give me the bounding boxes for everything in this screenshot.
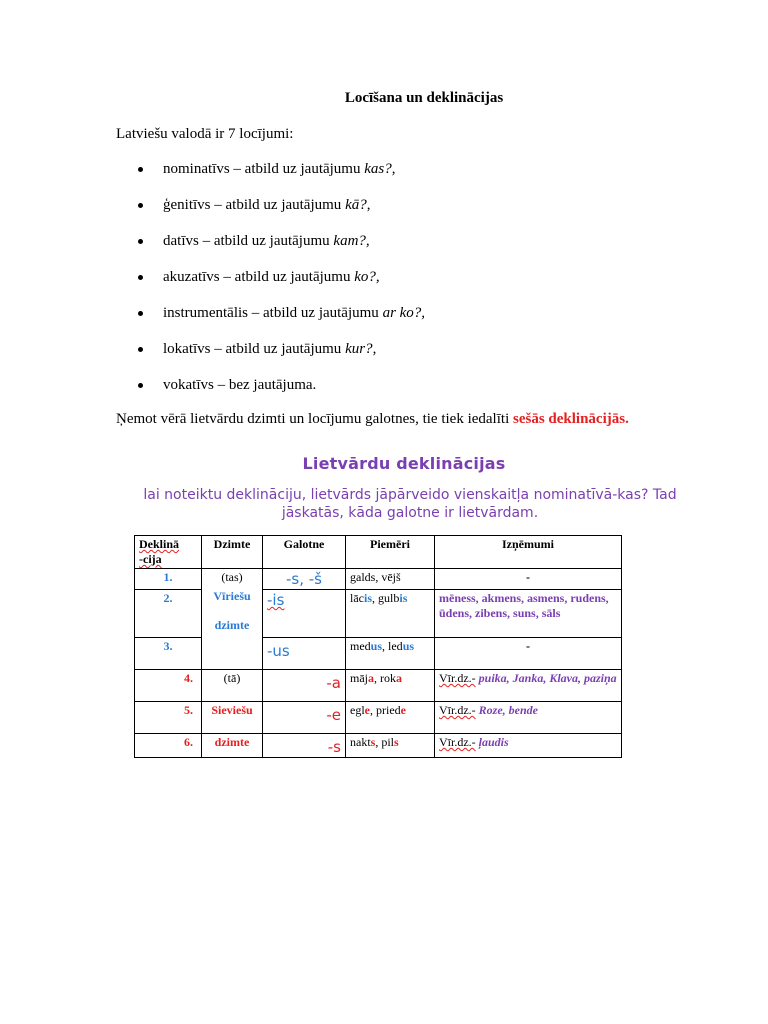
bullet-icon <box>138 311 143 316</box>
list-item: akuzatīvs – atbild uz jautājumu ko?, <box>130 258 425 294</box>
masculine-cell: (tas) Vīriešu dzimte <box>202 569 263 670</box>
col-declension: Deklinā -cija <box>135 536 202 569</box>
section-title: Lietvārdu deklinācijas <box>302 454 506 473</box>
bullet-icon <box>138 203 143 208</box>
col-gender: Dzimte <box>202 536 263 569</box>
table-row: 2. -is lācis, gulbis mēness, akmens, asmens, rudens, ūdens, zibens, suns, sāls <box>135 590 622 638</box>
table-row: 1. (tas) Vīriešu dzimte -s, -š galds, vējš - <box>135 569 622 590</box>
bullet-icon <box>138 383 143 388</box>
col-ending: Galotne <box>263 536 346 569</box>
highlight-text: sešās deklinācijās. <box>512 411 629 427</box>
list-item: vokatīvs – bez jautājuma. <box>130 366 425 402</box>
bullet-icon <box>138 347 143 352</box>
section-note: lai noteiktu deklināciju, lietvārds jāpārveido vienskaitļa nominatīvā-kas? Tad jāskatās, kāda galotne ir lietvārdam. <box>143 487 677 521</box>
cases-list <box>130 150 425 402</box>
list-item: datīvs – atbild uz jautājumu kam?, <box>130 222 425 258</box>
bullet-icon <box>138 275 143 280</box>
declension-paragraph: Ņemot vērā lietvārdu dzimti un locījumu galotnes, tie tiek iedalīti sešās deklinācijās. <box>116 411 629 427</box>
table-row: 4. (tā) -a māja, roka Vīr.dz.- puika, Janka, Klava, paziņa <box>135 670 622 702</box>
declension-table <box>134 535 622 758</box>
list-item: nominatīvs – atbild uz jautājumu kas?, <box>130 150 425 186</box>
page-title: Locīšana un deklinācijas <box>344 90 504 106</box>
table-row: 3. -us medus, ledus - <box>135 638 622 670</box>
col-exceptions: Izņēmumi <box>435 536 622 569</box>
list-item: instrumentālis – atbild uz jautājumu ar ko?, <box>130 294 425 330</box>
col-examples: Piemēri <box>346 536 435 569</box>
intro-text: Latviešu valodā ir 7 locījumi: <box>116 126 294 142</box>
list-item: ģenitīvs – atbild uz jautājumu kā?, <box>130 186 425 222</box>
feminine-cell: Sieviešu <box>202 702 263 734</box>
list-item: lokatīvs – atbild uz jautājumu kur?, <box>130 330 425 366</box>
bullet-icon <box>138 239 143 244</box>
table-row: 6. dzimte -s nakts, pils Vīr.dz.- ļaudis <box>135 734 622 758</box>
table-header-row <box>135 536 622 569</box>
table-row: 5. Sieviešu -e egle, priede Vīr.dz.- Roze, bende <box>135 702 622 734</box>
bullet-icon <box>138 167 143 172</box>
feminine-ta-cell: (tā) <box>202 670 263 702</box>
